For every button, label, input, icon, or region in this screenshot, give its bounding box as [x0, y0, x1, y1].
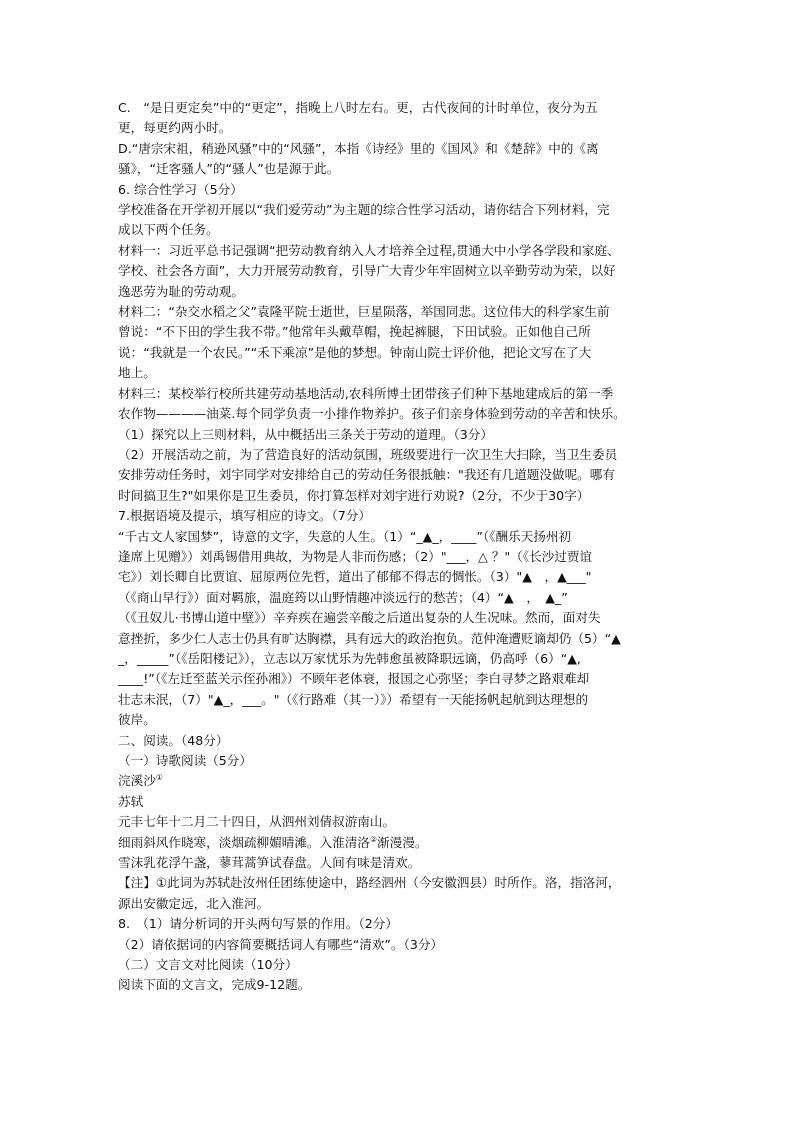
text-line: 骚》，“迁客骚人”的“骚人”也是源于此。	[118, 161, 340, 177]
text-line: 意挫折，多少仁人志士仍具有旷达胸襟，具有远大的政治抱负。范仲淹遭贬谪却仍（5）“▲	[118, 630, 621, 646]
text-line: （《商山早行》）面对羁旅，温庭筠以山野情趣冲淡远行的愁苦；（4）“▲ ， ▲_”	[118, 589, 568, 605]
poem-note: 【注】①此词为苏轼赴汝州任团练使途中，路经泗州（今安徽泗县）时所作。洛，指洛河，	[118, 875, 621, 891]
material-3: 材料三：某校举行校所共建劳动基地活动,农科所博士团带孩子们种下基地建成后的第一季	[118, 385, 614, 401]
poem-line-text: 渐漫漫。	[377, 834, 428, 850]
footnote-mark: ①	[155, 773, 163, 783]
poem-title-text: 浣溪沙	[118, 773, 156, 789]
poem-title	[118, 771, 678, 791]
classical-heading: （二）文言文对比阅读（10分）	[118, 957, 298, 973]
poem-line	[118, 833, 678, 853]
text-line: “千古文人家国梦”，诗意的文字，失意的人生。（1）“_▲_，____”（《酬乐天扬州初	[118, 528, 572, 544]
text-line: 源出安徽定远，北入淮河。	[118, 895, 270, 911]
question-8-2: （2）请依据词的内容简要概括词人有哪些“清欢”。（3分）	[118, 936, 444, 952]
text-line: 彼岸。	[118, 712, 156, 728]
text-line: 学校、社会各方面”，大力开展劳动教育，引导广大青少年牢固树立以辛勤劳动为荣，以好	[118, 263, 616, 279]
footnote-mark: ②	[369, 834, 378, 844]
material-2: 材料二：“杂交水稻之父”袁隆平院士逝世，巨星陨落，举国同悲。这位伟大的科学家生前	[118, 304, 610, 320]
text-line: 逸恶劳为耻的劳动观。	[118, 283, 244, 299]
text-line: C. “是日更定矣”中的“更定”，指晚上八时左右。更，古代夜间的计时单位，夜分为五	[118, 100, 598, 115]
question-8-1: 8. （1）请分析词的开头两句写景的作用。（2分）	[118, 916, 398, 932]
text-line: 农作物————油菜.每个同学负责一小排作物养护。孩子们亲身体验到劳动的辛苦和快乐。	[118, 406, 626, 422]
text-line: 更，每更约两小时。	[118, 120, 232, 136]
text-line: 学校准备在开学初开展以“我们爱劳动”为主题的综合性学习活动，请你结合下列材料，完	[118, 202, 610, 218]
text-line: （《丑奴儿·书博山道中壁》）辛弃疾在遍尝辛酸之后道出复杂的人生况味。然而，面对失	[118, 610, 601, 626]
question-7-heading: 7.根据语境及提示，填写相应的诗文。（7分）	[118, 508, 372, 524]
text-line: 安排劳动任务时，刘宇同学对安排给自己的劳动任务很抵触："我还有几道题没做呢。哪有	[118, 467, 615, 483]
poem-author: 苏轼	[118, 793, 144, 809]
section-2-heading: 二、阅读。（48分）	[118, 732, 229, 748]
text-line: 宅》）刘长卿自比贾谊、屈原两位先哲，道出了郁郁不得志的惆怅。（3）"▲ ，▲___"	[118, 569, 592, 585]
text-line: 曾说：“不下田的学生我不带。”他常年头戴草帽，挽起裤腿，下田试验。正如他自己所	[118, 324, 591, 340]
text-line: 成以下两个任务。	[118, 222, 219, 238]
task-2: （2）开展活动之前，为了营造良好的活动氛围，班级要进行一次卫生大扫除，当卫生委员	[118, 446, 618, 462]
poem-line-text: 细雨斜风作晓寒，淡烟疏柳媚晴滩。入淮清洛	[118, 834, 370, 850]
text-line: 阅读下面的文言文，完成9-12题。	[118, 977, 311, 993]
text-line: 地上。	[118, 365, 156, 381]
question-6-heading: 6. 综合性学习（5分）	[118, 181, 243, 197]
poem-preface: 元丰七年十二月二十四日，从泗州刘倩叔游南山。	[118, 814, 396, 830]
text-line: 逢席上见赠》）刘禹锡借用典故，为物是人非而伤感；（2）"___，△ ？"（《长沙过贾谊	[118, 548, 593, 564]
text-line: 时间搞卫生?"如果你是卫生委员，你打算怎样对刘宇进行劝说?（2分，不少于30字）	[118, 487, 590, 503]
text-line: ____!”（《左迁至蓝关示侄孙湘》）不顾年老体衰，报国之心弥坚；李白寻梦之路艰难却	[118, 671, 590, 687]
text-line: D.“唐宗宋祖，稍逊风骚”中的“风骚”，本指《诗经》里的《国风》和《楚辞》中的《离	[118, 140, 599, 156]
text-line: 说：“我就是一个农民。”“禾下乘凉”是他的梦想。钟南山院士评价他，把论文写在了大	[118, 344, 592, 360]
poem-line: 雪沫乳花浮午盏，蓼茸蒿笋试春盘。人间有味是清欢。	[118, 855, 421, 871]
task-1: （1）探究以上三则材料，从中概括出三条关于劳动的道理。（3分）	[118, 426, 493, 442]
text-line: _，_____”（《岳阳楼记》），立志以万家忧乐为先韩愈虽被降职远谪，仍高呼（6）“▲,	[118, 650, 581, 666]
poetry-heading: （一）诗歌阅读（5分）	[118, 753, 252, 768]
material-1: 材料一：习近平总书记强调“把劳动教育纳入人才培养全过程,贯通大中小学各学段和家庭、	[118, 242, 620, 258]
document-page	[118, 98, 678, 996]
text-line: 壮志未泯，（7）"▲_，___。"（《行路难（其一）》）希望有一天能扬帆起航到达理想的	[118, 691, 589, 707]
